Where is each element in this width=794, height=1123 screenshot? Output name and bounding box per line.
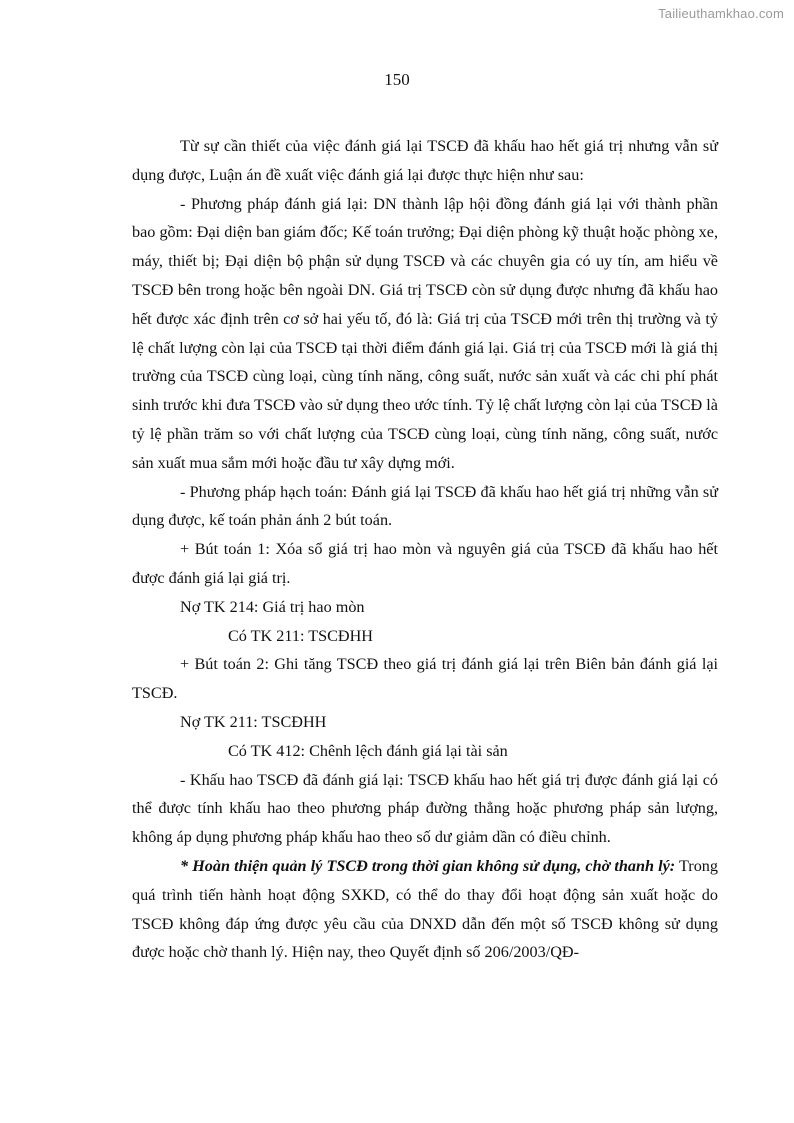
paragraph-revaluation-method: - Phương pháp đánh giá lại: DN thành lập hội đồng đánh giá lại với thành phần bao gồm: Đại diện ban giám đốc; Kế toán trưởng; Đại diện phòng kỹ thuật hoặc phòng xe, máy, thiết bị; Đại diện bộ phận sử dụng TSCĐ và các chuyên gia có uy tín, am hiểu về TSCĐ bên trong hoặc bên ngoài DN. Giá trị TSCĐ còn sử dụng được nhưng đã khấu hao hết được xác định trên cơ sở hai yếu tố, đó là: Giá trị của TSCĐ mới trên thị trường và tỷ lệ chất lượng còn lại của TSCĐ tại thời điểm đánh giá lại. Giá trị của TSCĐ mới là giá thị trường của TSCĐ cùng loại, cùng tính năng, công suất, nước sản xuất và các chi phí phát sinh trước khi đưa TSCĐ vào sử dụng theo ước tính. Tỷ lệ chất lượng còn lại của TSCĐ là tỷ lệ phần trăm so với chất lượng của TSCĐ cùng loại, cùng tính năng, công suất, nước sản xuất mua sắm mới hoặc đầu tư xây dựng mới. bbox=[132, 194, 718, 472]
paragraph-entry-1: + Bút toán 1: Xóa sổ giá trị hao mòn và nguyên giá của TSCĐ đã khấu hao hết được đánh giá lại giá trị. bbox=[132, 540, 718, 587]
page-number: 150 bbox=[384, 70, 410, 89]
document-body bbox=[132, 132, 718, 967]
paragraph-accounting-method: - Phương pháp hạch toán: Đánh giá lại TSCĐ đã khấu hao hết giá trị những vẫn sử dụng được, kế toán phản ánh 2 bút toán. bbox=[132, 482, 718, 530]
entry-2-credit: Có TK 412: Chênh lệch đánh giá lại tài sản bbox=[228, 741, 508, 760]
entry-1-debit: Nợ TK 214: Giá trị hao mòn bbox=[180, 597, 365, 616]
paragraph-intro: Từ sự cần thiết của việc đánh giá lại TSCĐ đã khấu hao hết giá trị nhưng vẫn sử dụng được, Luận án đề xuất việc đánh giá lại được thực hiện như sau: bbox=[132, 137, 718, 184]
section-body: Trong quá trình tiến hành hoạt động SXKD, có thể do thay đổi hoạt động sản xuất hoặc do TSCĐ không đáp ứng được yêu cầu của DNXD dẫn đến một số TSCĐ không sử dụng được hoặc chờ thanh lý. Hiện nay, theo Quyết định số 206/2003/QĐ- bbox=[132, 856, 718, 962]
paragraph-depreciation: - Khấu hao TSCĐ đã đánh giá lại: TSCĐ khấu hao hết giá trị được đánh giá lại có thể được tính khấu hao theo phương pháp đường thẳng hoặc phương pháp sản lượng, không áp dụng phương pháp khấu hao theo số dư giảm dần có điều chỉnh. bbox=[132, 770, 718, 847]
section-heading: * Hoàn thiện quản lý TSCĐ trong thời gian không sử dụng, chờ thanh lý: bbox=[180, 856, 676, 875]
paragraph-idle-assets bbox=[132, 852, 718, 967]
entry-1-credit: Có TK 211: TSCĐHH bbox=[228, 626, 373, 645]
entry-2-debit: Nợ TK 211: TSCĐHH bbox=[180, 712, 327, 731]
watermark: Tailieuthamkhao.com bbox=[658, 6, 784, 21]
paragraph-entry-2: + Bút toán 2: Ghi tăng TSCĐ theo giá trị đánh giá lại trên Biên bản đánh giá lại TSCĐ. bbox=[132, 655, 718, 703]
